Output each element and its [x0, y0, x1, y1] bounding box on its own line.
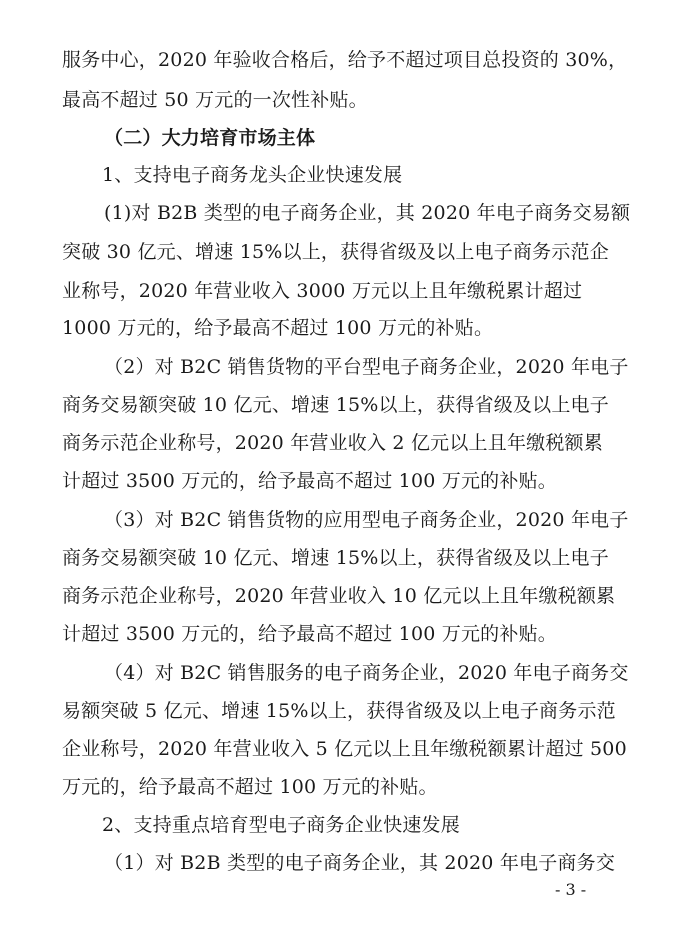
text-line: 1000 万元的，给予最高不超过 100 万元的补贴。: [62, 317, 494, 339]
text-line: 易额突破 5 亿元、增速 15%以上，获得省级及以上电子商务示范: [62, 700, 616, 722]
text-line: 企业称号，2020 年营业收入 5 亿元以上且年缴税额累计超过 500: [62, 738, 627, 760]
page-number: - 3 -: [555, 880, 587, 899]
text-line: （1）对 B2B 类型的电子商务企业，其 2020 年电子商务交: [104, 852, 616, 874]
text-line: 商务交易额突破 10 亿元、增速 15%以上，获得省级及以上电子: [62, 394, 609, 416]
section-heading: （二）大力培育市场主体: [104, 127, 316, 149]
subsection-heading: 2、支持重点培育型电子商务企业快速发展: [102, 814, 460, 836]
text-line: （3）对 B2C 销售货物的应用型电子商务企业，2020 年电子: [104, 509, 629, 531]
text-line: 计超过 3500 万元的，给予最高不超过 100 万元的补贴。: [62, 623, 557, 645]
text-line: 商务交易额突破 10 亿元、增速 15%以上，获得省级及以上电子: [62, 547, 609, 569]
subsection-heading: 1、支持电子商务龙头企业快速发展: [102, 164, 403, 186]
text-line: 服务中心，2020 年验收合格后，给予不超过项目总投资的 30%，: [62, 49, 628, 71]
text-line: （2）对 B2C 销售货物的平台型电子商务企业，2020 年电子: [104, 356, 629, 378]
text-line: 万元的，给予最高不超过 100 万元的补贴。: [62, 776, 438, 798]
text-line: 突破 30 亿元、增速 15%以上，获得省级及以上电子商务示范企: [62, 241, 609, 263]
text-line: 业称号，2020 年营业收入 3000 万元以上且年缴税累计超过: [62, 280, 583, 302]
text-line: 计超过 3500 万元的，给予最高不超过 100 万元的补贴。: [62, 470, 557, 492]
text-line: （4）对 B2C 销售服务的电子商务企业，2020 年电子商务交: [104, 662, 629, 684]
text-line: 最高不超过 50 万元的一次性补贴。: [62, 89, 368, 111]
text-line: (1)对 B2B 类型的电子商务企业，其 2020 年电子商务交易额: [104, 202, 631, 224]
text-line: 商务示范企业称号，2020 年营业收入 2 亿元以上且年缴税额累: [62, 432, 603, 454]
text-line: 商务示范企业称号，2020 年营业收入 10 亿元以上且年缴税额累: [62, 585, 616, 607]
